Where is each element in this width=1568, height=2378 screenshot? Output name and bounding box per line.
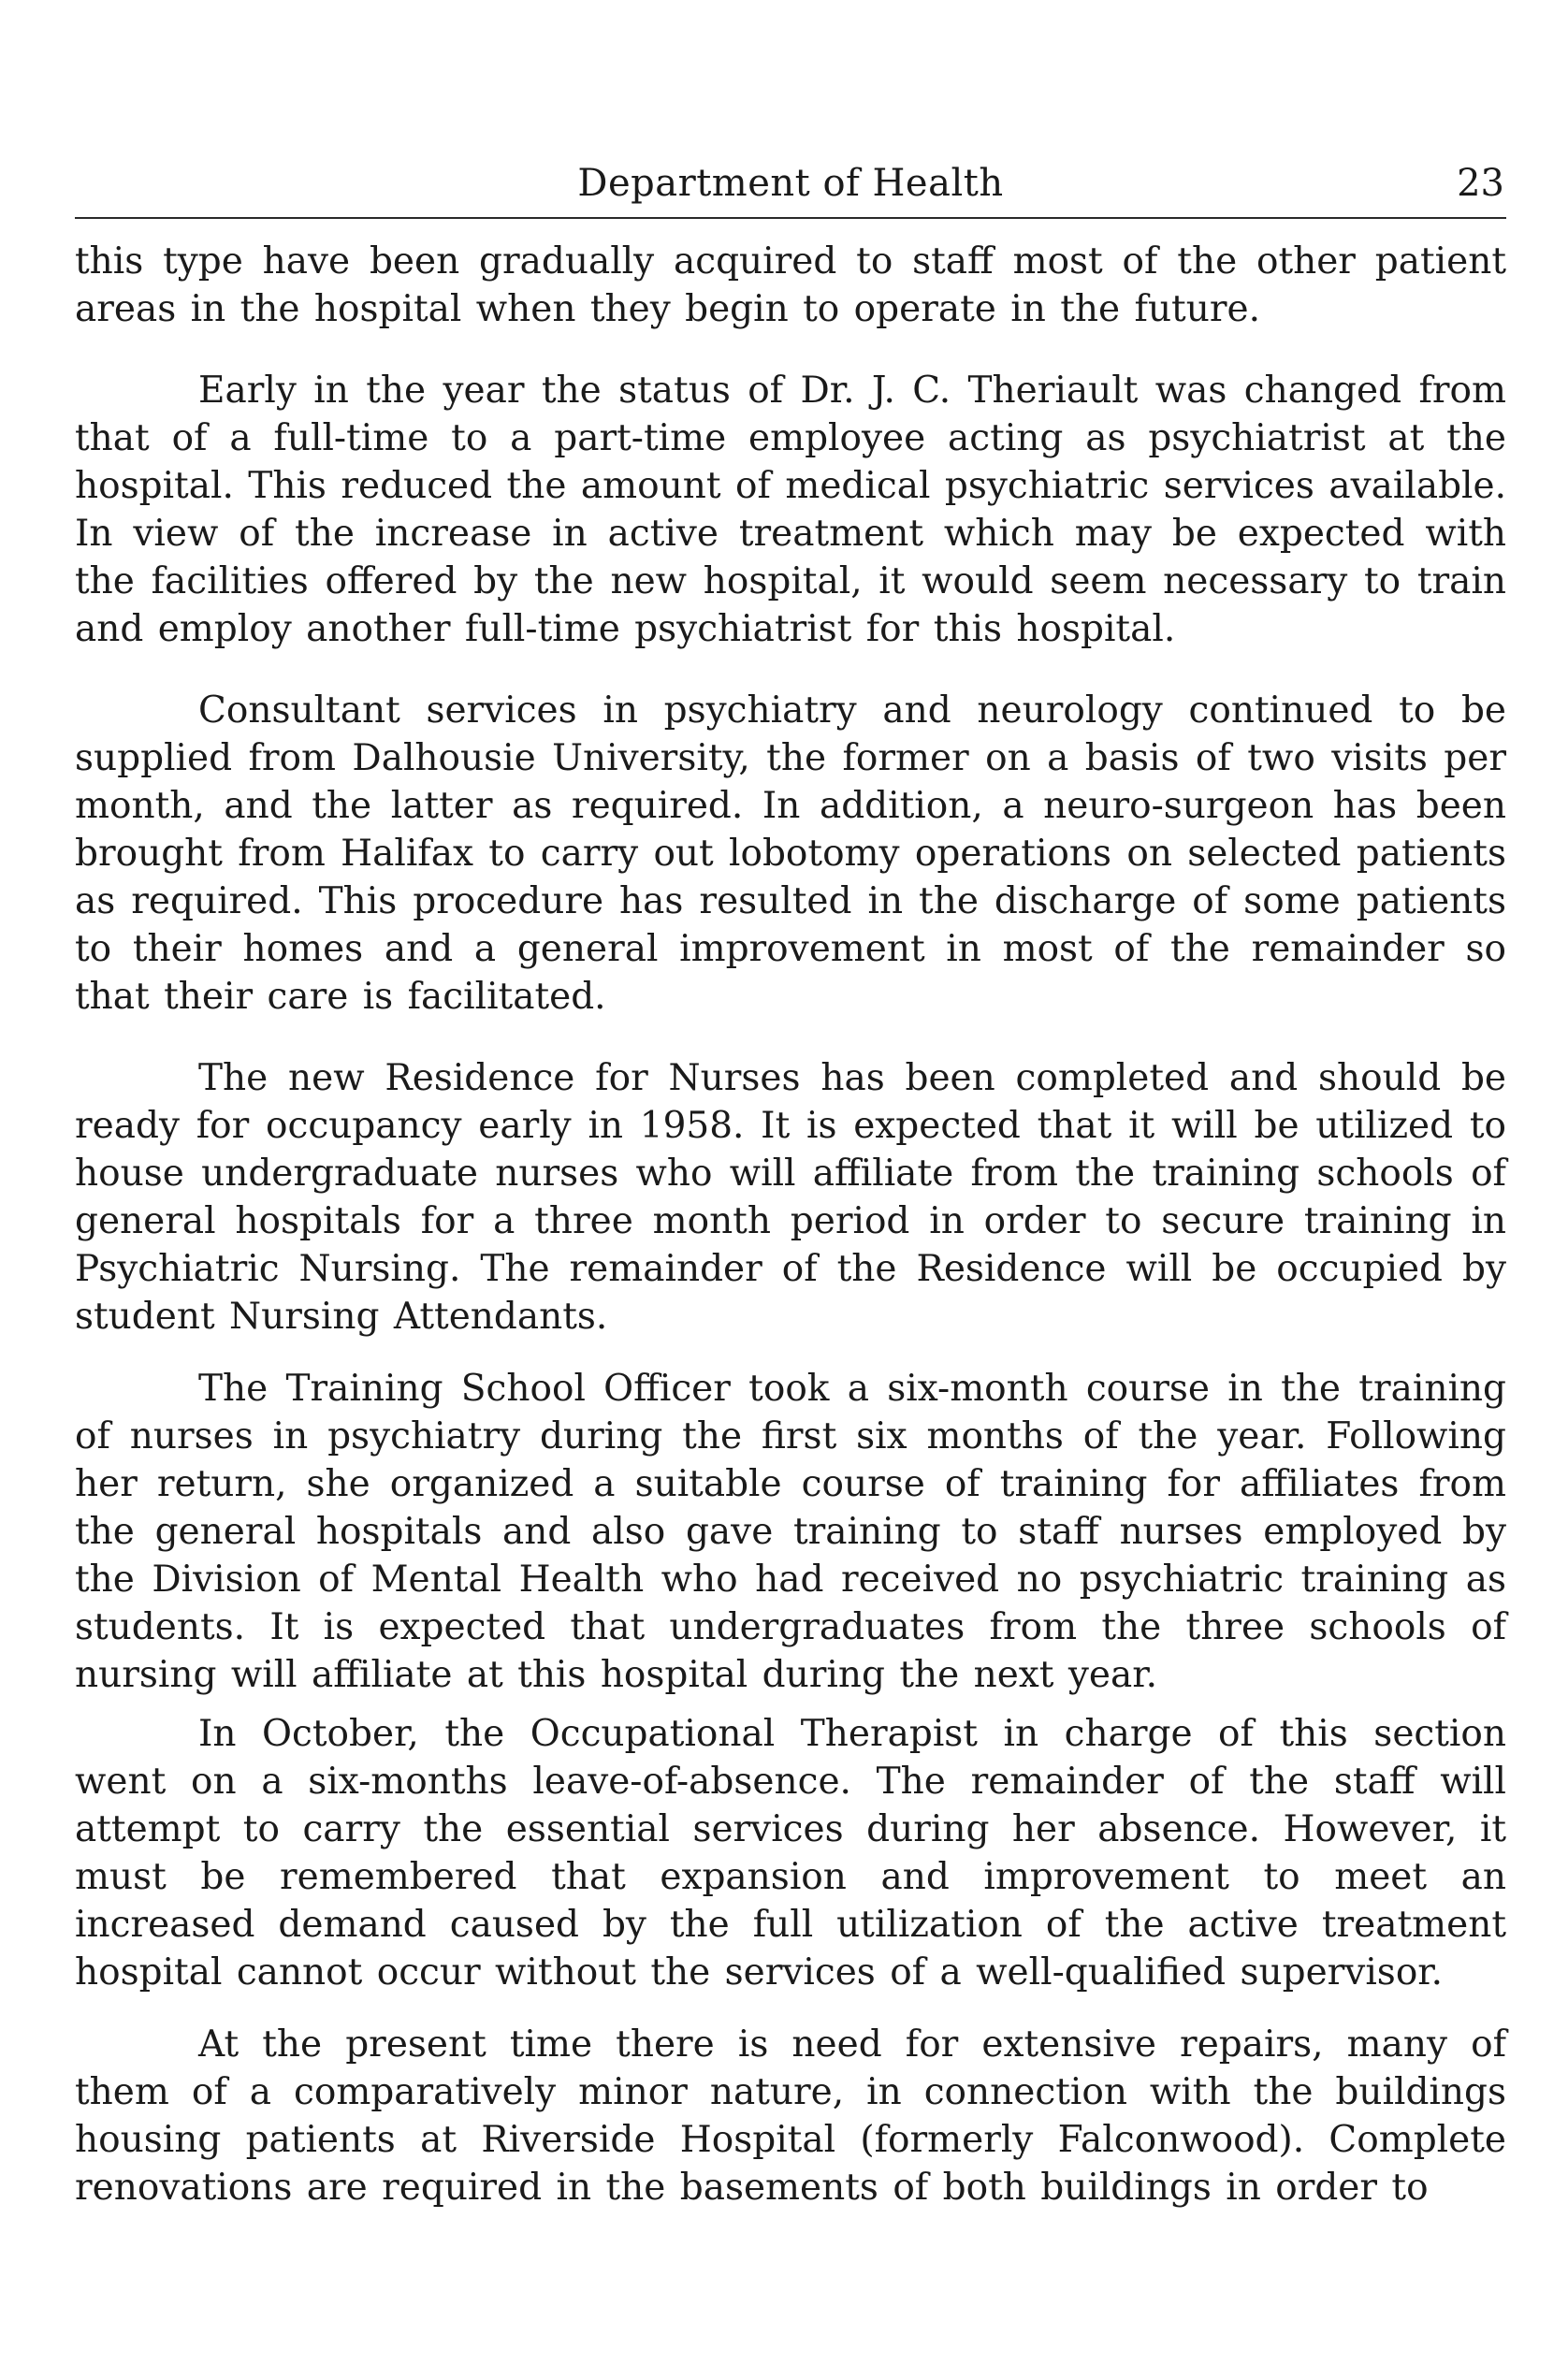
paragraph-occupational-therapist: In October, the Occupational Therapist in charge of this section went on a six-months leave-of-absence. The remainder of the staff will attempt to carry the essential services during her absence. However, it must be remembered that expansion and improvement to meet an increased demand caused by the full utilization of the active treatment hospital cannot occur without the services of a well-qualified supervisor. bbox=[75, 1713, 1506, 1994]
body-text bbox=[75, 238, 1506, 2211]
paragraph-repairs: At the present time there is need for extensive repairs, many of them of a comparatively minor nature, in connection with the buildings housing patients at Riverside Hospital (formerly Falconwood). Complete renovations are required in the basements of both buildings in order to bbox=[75, 2023, 1506, 2209]
page-header bbox=[75, 161, 1506, 219]
paragraph-training-school-officer: The Training School Officer took a six-month course in the training of nurses in psychiatry during the first six months of the year. Following her return, she organized a suitable course of training for affiliates from the general hospitals and also gave training to staff nurses employed by the Division of Mental Health who had received no psychiatric training as students. It is expected that undergraduates from the three schools of nursing will affiliate at this hospital during the next year. bbox=[75, 1368, 1506, 1696]
paragraph-psychiatrist-status: Early in the year the status of Dr. J. C. Theriault was changed from that of a full-time to a part-time employee acting as psychiatrist at the hospital. This reduced the amount of medical psychiatric services available. In view of the increase in active treatment which may be expected with the facilities offered by the new hospital, it would seem necessary to train and employ another full-time psychiatrist for this hospital. bbox=[75, 370, 1506, 650]
document-page bbox=[75, 161, 1506, 2211]
paragraph-consultant-services: Consultant services in psychiatry and neurology continued to be supplied from Dalhousie University, the former on a basis of two visits per month, and the latter as required. In addition, a neuro-surgeon has been brought from Halifax to carry out lobotomy operations on selected patients as required. This procedure has resulted in the discharge of some patients to their homes and a general improvement in most of the remainder so that their care is facilitated. bbox=[75, 689, 1506, 1018]
paragraph-nurses-residence: The new Residence for Nurses has been completed and should be ready for occupancy early in 1958. It is expected that it will be utilized to house undergraduate nurses who will affiliate from the training schools of general hospitals for a three month period in order to secure training in Psychiatric Nursing. The remainder of the Residence will be occupied by student Nursing Attendants. bbox=[75, 1057, 1506, 1338]
running-header-title: Department of Health bbox=[577, 162, 1004, 205]
paragraph-continuation: this type have been gradually acquired to staff most of the other patient areas in the hospital when they begin to operate in the future. bbox=[75, 240, 1506, 330]
page-number: 23 bbox=[1457, 162, 1504, 205]
